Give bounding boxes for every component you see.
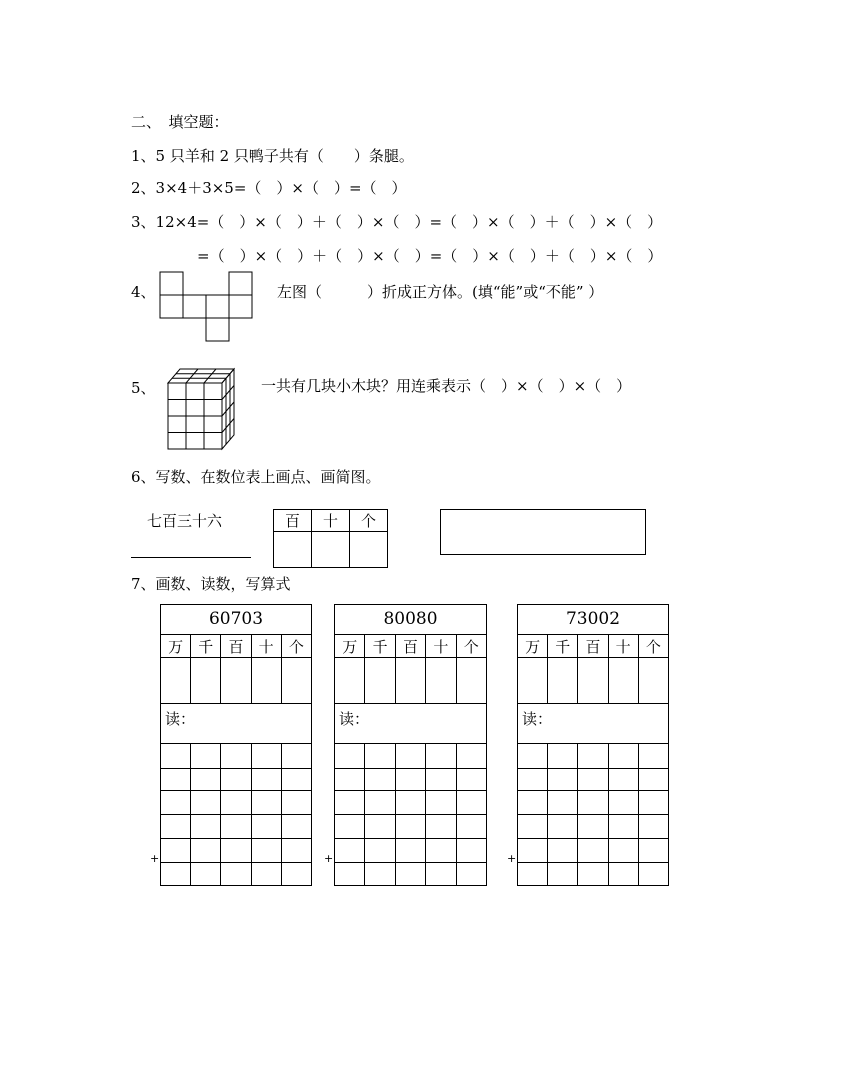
place-header: 个	[281, 634, 311, 657]
q7-table-1	[160, 604, 312, 886]
question-4-label: 4、	[131, 283, 156, 301]
q7-number: 73002	[518, 605, 669, 635]
place-header: 十	[426, 634, 456, 657]
place-header: 万	[161, 634, 191, 657]
place-header: 个	[456, 634, 486, 657]
place-header: 个	[638, 634, 668, 657]
place-header: 万	[335, 634, 365, 657]
place-header: 千	[548, 634, 578, 657]
question-4-text: 左图（ ）折成正方体。(填“能”或“不能” ）	[277, 283, 604, 301]
place-header: 百	[395, 634, 425, 657]
net-square	[160, 272, 183, 295]
question-6: 6、写数、在数位表上画点、画简图。	[131, 468, 381, 486]
question-1: 1、5 只羊和 2 只鸭子共有（ ）条腿。	[131, 147, 414, 165]
question-3-line-1: 3、12×4=（ ）×（ ）＋（ ）×（ ）=（ ）×（ ）＋（ ）×（ ）	[131, 213, 663, 231]
place-header: 百	[578, 634, 608, 657]
question-2: 2、3×4＋3×5=（ ）×（ ）=（ ）	[131, 179, 407, 197]
place-cell	[312, 532, 350, 568]
place-value-table-q6	[273, 509, 388, 568]
place-header: 百	[274, 510, 312, 532]
sketch-box	[440, 509, 646, 555]
place-header: 十	[251, 634, 281, 657]
place-header: 万	[518, 634, 548, 657]
net-square	[206, 295, 229, 318]
place-header: 千	[191, 634, 221, 657]
question-5-label: 5、	[131, 379, 156, 397]
cube-net-figure	[159, 271, 253, 343]
place-cell	[350, 532, 388, 568]
question-5-text: 一共有几块小木块？用连乘表示（ ）×（ ）×（ ）	[261, 377, 632, 395]
net-square	[183, 295, 206, 318]
place-header: 个	[350, 510, 388, 532]
place-header: 百	[221, 634, 251, 657]
read-label: 读：	[161, 703, 312, 743]
place-header: 十	[312, 510, 350, 532]
plus-sign: +	[324, 852, 334, 865]
place-cell	[274, 532, 312, 568]
net-square	[229, 295, 252, 318]
plus-sign: +	[150, 852, 160, 865]
q7-number: 80080	[335, 605, 487, 635]
read-label: 读：	[335, 703, 487, 743]
question-7: 7、画数、读数，写算式	[131, 575, 291, 593]
stacked-cubes-figure	[165, 366, 237, 452]
read-label: 读：	[518, 703, 669, 743]
place-header: 十	[608, 634, 638, 657]
q7-table-3	[517, 604, 669, 886]
plus-sign: +	[507, 852, 517, 865]
net-square	[206, 318, 229, 341]
number-in-words: 七百三十六	[147, 512, 223, 530]
place-header: 千	[365, 634, 395, 657]
net-square	[160, 295, 183, 318]
answer-line	[131, 557, 251, 558]
question-3-line-2: =（ ）×（ ）＋（ ）×（ ）=（ ）×（ ）＋（ ）×（ ）	[197, 247, 663, 265]
q7-number: 60703	[161, 605, 312, 635]
net-square	[229, 272, 252, 295]
section-title: 二、 填空题：	[131, 113, 229, 131]
q7-table-2	[334, 604, 487, 886]
